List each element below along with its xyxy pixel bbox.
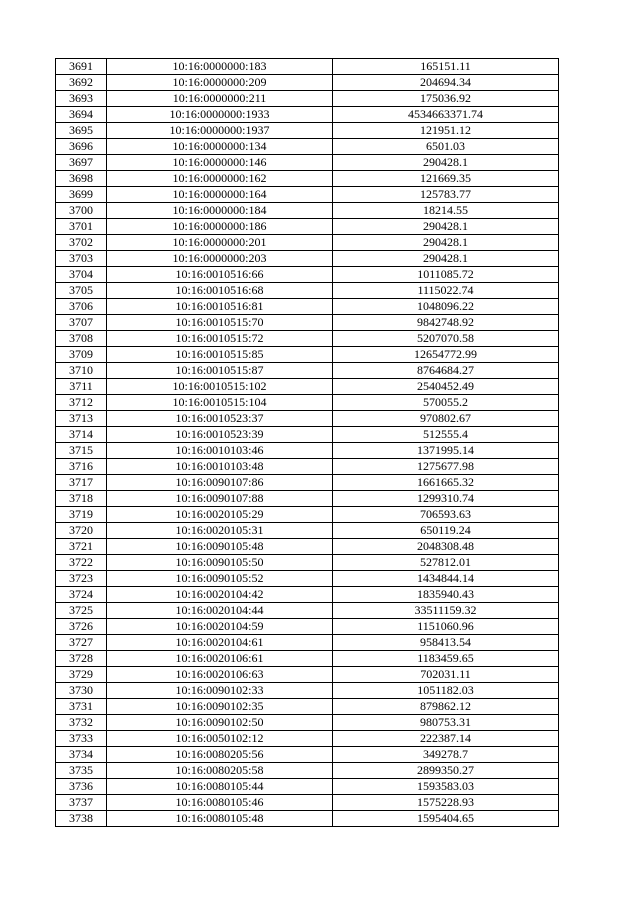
row-number-cell: 3705 <box>56 283 107 299</box>
cadastral-number-cell: 10:16:0090102:50 <box>107 715 333 731</box>
value-cell: 570055.2 <box>333 395 559 411</box>
row-number-cell: 3738 <box>56 811 107 827</box>
value-cell: 958413.54 <box>333 635 559 651</box>
table-row <box>56 411 559 427</box>
table-row <box>56 619 559 635</box>
value-cell: 290428.1 <box>333 235 559 251</box>
table-row <box>56 155 559 171</box>
value-cell: 527812.01 <box>333 555 559 571</box>
table-row <box>56 571 559 587</box>
row-number-cell: 3695 <box>56 123 107 139</box>
table-row <box>56 171 559 187</box>
table-row <box>56 811 559 827</box>
row-number-cell: 3704 <box>56 267 107 283</box>
value-cell: 175036.92 <box>333 91 559 107</box>
value-cell: 165151.11 <box>333 59 559 75</box>
row-number-cell: 3722 <box>56 555 107 571</box>
cadastral-number-cell: 10:16:0090102:33 <box>107 683 333 699</box>
table-row <box>56 491 559 507</box>
row-number-cell: 3715 <box>56 443 107 459</box>
value-cell: 1835940.43 <box>333 587 559 603</box>
cadastral-number-cell: 10:16:0090105:48 <box>107 539 333 555</box>
table-row <box>56 747 559 763</box>
value-cell: 1371995.14 <box>333 443 559 459</box>
value-cell: 204694.34 <box>333 75 559 91</box>
value-cell: 6501.03 <box>333 139 559 155</box>
cadastral-number-cell: 10:16:0010516:66 <box>107 267 333 283</box>
row-number-cell: 3729 <box>56 667 107 683</box>
table-row <box>56 331 559 347</box>
value-cell: 970802.67 <box>333 411 559 427</box>
table-row <box>56 315 559 331</box>
table-row <box>56 523 559 539</box>
value-cell: 2048308.48 <box>333 539 559 555</box>
value-cell: 1151060.96 <box>333 619 559 635</box>
row-number-cell: 3730 <box>56 683 107 699</box>
cadastral-number-cell: 10:16:0090107:86 <box>107 475 333 491</box>
row-number-cell: 3731 <box>56 699 107 715</box>
row-number-cell: 3710 <box>56 363 107 379</box>
value-cell: 1275677.98 <box>333 459 559 475</box>
row-number-cell: 3691 <box>56 59 107 75</box>
row-number-cell: 3709 <box>56 347 107 363</box>
table-row <box>56 203 559 219</box>
value-cell: 1299310.74 <box>333 491 559 507</box>
cadastral-number-cell: 10:16:0020106:61 <box>107 651 333 667</box>
table-row <box>56 299 559 315</box>
cadastral-number-cell: 10:16:0010516:68 <box>107 283 333 299</box>
cadastral-number-cell: 10:16:0000000:164 <box>107 187 333 203</box>
value-cell: 1051182.03 <box>333 683 559 699</box>
value-cell: 121669.35 <box>333 171 559 187</box>
table-row <box>56 475 559 491</box>
value-cell: 1048096.22 <box>333 299 559 315</box>
row-number-cell: 3726 <box>56 619 107 635</box>
row-number-cell: 3699 <box>56 187 107 203</box>
value-cell: 5207070.58 <box>333 331 559 347</box>
row-number-cell: 3700 <box>56 203 107 219</box>
row-number-cell: 3734 <box>56 747 107 763</box>
value-cell: 1593583.03 <box>333 779 559 795</box>
value-cell: 8764684.27 <box>333 363 559 379</box>
row-number-cell: 3717 <box>56 475 107 491</box>
value-cell: 33511159.32 <box>333 603 559 619</box>
table-row <box>56 75 559 91</box>
cadastral-number-cell: 10:16:0010516:81 <box>107 299 333 315</box>
row-number-cell: 3711 <box>56 379 107 395</box>
table-row <box>56 699 559 715</box>
row-number-cell: 3713 <box>56 411 107 427</box>
row-number-cell: 3719 <box>56 507 107 523</box>
table-row <box>56 347 559 363</box>
table-row <box>56 59 559 75</box>
cadastral-number-cell: 10:16:0080105:46 <box>107 795 333 811</box>
cadastral-number-cell: 10:16:0000000:162 <box>107 171 333 187</box>
cadastral-number-cell: 10:16:0000000:183 <box>107 59 333 75</box>
row-number-cell: 3697 <box>56 155 107 171</box>
value-cell: 1595404.65 <box>333 811 559 827</box>
cadastral-number-cell: 10:16:0000000:209 <box>107 75 333 91</box>
row-number-cell: 3703 <box>56 251 107 267</box>
row-number-cell: 3696 <box>56 139 107 155</box>
table-row <box>56 427 559 443</box>
cadastral-number-cell: 10:16:0010103:48 <box>107 459 333 475</box>
table-row <box>56 379 559 395</box>
table-row <box>56 91 559 107</box>
row-number-cell: 3698 <box>56 171 107 187</box>
value-cell: 2540452.49 <box>333 379 559 395</box>
value-cell: 1575228.93 <box>333 795 559 811</box>
value-cell: 12654772.99 <box>333 347 559 363</box>
table-row <box>56 667 559 683</box>
row-number-cell: 3724 <box>56 587 107 603</box>
table-row <box>56 587 559 603</box>
cadastral-number-cell: 10:16:0010515:87 <box>107 363 333 379</box>
cadastral-number-cell: 10:16:0000000:1937 <box>107 123 333 139</box>
value-cell: 512555.4 <box>333 427 559 443</box>
table-row <box>56 363 559 379</box>
cadastral-number-cell: 10:16:0000000:146 <box>107 155 333 171</box>
row-number-cell: 3693 <box>56 91 107 107</box>
table-row <box>56 107 559 123</box>
row-number-cell: 3708 <box>56 331 107 347</box>
cadastral-number-cell: 10:16:0010523:39 <box>107 427 333 443</box>
table-row <box>56 219 559 235</box>
cadastral-number-cell: 10:16:0080105:44 <box>107 779 333 795</box>
value-cell: 2899350.27 <box>333 763 559 779</box>
row-number-cell: 3694 <box>56 107 107 123</box>
cadastral-number-cell: 10:16:0000000:1933 <box>107 107 333 123</box>
row-number-cell: 3702 <box>56 235 107 251</box>
cadastral-number-cell: 10:16:0020104:59 <box>107 619 333 635</box>
cadastral-number-cell: 10:16:0020105:31 <box>107 523 333 539</box>
row-number-cell: 3721 <box>56 539 107 555</box>
value-cell: 706593.63 <box>333 507 559 523</box>
value-cell: 1434844.14 <box>333 571 559 587</box>
value-cell: 1115022.74 <box>333 283 559 299</box>
table-row <box>56 443 559 459</box>
value-cell: 349278.7 <box>333 747 559 763</box>
cadastral-number-cell: 10:16:0010515:72 <box>107 331 333 347</box>
row-number-cell: 3725 <box>56 603 107 619</box>
value-cell: 222387.14 <box>333 731 559 747</box>
table-row <box>56 539 559 555</box>
cadastral-number-cell: 10:16:0000000:134 <box>107 139 333 155</box>
value-cell: 1661665.32 <box>333 475 559 491</box>
cadastral-number-cell: 10:16:0050102:12 <box>107 731 333 747</box>
table-row <box>56 651 559 667</box>
table-row <box>56 731 559 747</box>
value-cell: 18214.55 <box>333 203 559 219</box>
cadastral-number-cell: 10:16:0090105:50 <box>107 555 333 571</box>
cadastral-number-cell: 10:16:0080105:48 <box>107 811 333 827</box>
row-number-cell: 3737 <box>56 795 107 811</box>
table-row <box>56 235 559 251</box>
cadastral-number-cell: 10:16:0010515:102 <box>107 379 333 395</box>
row-number-cell: 3706 <box>56 299 107 315</box>
table-body <box>56 59 559 827</box>
row-number-cell: 3720 <box>56 523 107 539</box>
cadastral-number-cell: 10:16:0020104:61 <box>107 635 333 651</box>
cadastral-number-cell: 10:16:0010515:70 <box>107 315 333 331</box>
table-row <box>56 683 559 699</box>
table-row <box>56 779 559 795</box>
cadastral-number-cell: 10:16:0000000:201 <box>107 235 333 251</box>
value-cell: 9842748.92 <box>333 315 559 331</box>
value-cell: 650119.24 <box>333 523 559 539</box>
cadastral-number-cell: 10:16:0000000:186 <box>107 219 333 235</box>
table-row <box>56 139 559 155</box>
cadastral-number-cell: 10:16:0000000:203 <box>107 251 333 267</box>
row-number-cell: 3735 <box>56 763 107 779</box>
row-number-cell: 3716 <box>56 459 107 475</box>
table-row <box>56 555 559 571</box>
row-number-cell: 3736 <box>56 779 107 795</box>
table-row <box>56 603 559 619</box>
row-number-cell: 3701 <box>56 219 107 235</box>
row-number-cell: 3714 <box>56 427 107 443</box>
cadastral-number-cell: 10:16:0020104:42 <box>107 587 333 603</box>
cadastral-number-cell: 10:16:0010103:46 <box>107 443 333 459</box>
cadastral-number-cell: 10:16:0000000:184 <box>107 203 333 219</box>
row-number-cell: 3692 <box>56 75 107 91</box>
table-row <box>56 267 559 283</box>
table-row <box>56 635 559 651</box>
value-cell: 290428.1 <box>333 251 559 267</box>
table-row <box>56 459 559 475</box>
row-number-cell: 3728 <box>56 651 107 667</box>
value-cell: 702031.11 <box>333 667 559 683</box>
table-row <box>56 251 559 267</box>
table-row <box>56 795 559 811</box>
table-row <box>56 507 559 523</box>
value-cell: 4534663371.74 <box>333 107 559 123</box>
cadastral-number-cell: 10:16:0080205:58 <box>107 763 333 779</box>
row-number-cell: 3733 <box>56 731 107 747</box>
value-cell: 290428.1 <box>333 155 559 171</box>
cadastral-number-cell: 10:16:0090102:35 <box>107 699 333 715</box>
value-cell: 290428.1 <box>333 219 559 235</box>
value-cell: 1011085.72 <box>333 267 559 283</box>
cadastral-number-cell: 10:16:0090105:52 <box>107 571 333 587</box>
table-row <box>56 763 559 779</box>
row-number-cell: 3732 <box>56 715 107 731</box>
row-number-cell: 3712 <box>56 395 107 411</box>
cadastral-number-cell: 10:16:0020106:63 <box>107 667 333 683</box>
data-table <box>55 58 559 827</box>
table-row <box>56 715 559 731</box>
cadastral-number-cell: 10:16:0020105:29 <box>107 507 333 523</box>
cadastral-number-cell: 10:16:0000000:211 <box>107 91 333 107</box>
table-row <box>56 283 559 299</box>
cadastral-number-cell: 10:16:0010515:104 <box>107 395 333 411</box>
table-row <box>56 187 559 203</box>
value-cell: 980753.31 <box>333 715 559 731</box>
table-row <box>56 123 559 139</box>
cadastral-number-cell: 10:16:0010523:37 <box>107 411 333 427</box>
cadastral-number-cell: 10:16:0020104:44 <box>107 603 333 619</box>
row-number-cell: 3727 <box>56 635 107 651</box>
cadastral-number-cell: 10:16:0010515:85 <box>107 347 333 363</box>
value-cell: 125783.77 <box>333 187 559 203</box>
value-cell: 1183459.65 <box>333 651 559 667</box>
value-cell: 121951.12 <box>333 123 559 139</box>
cadastral-number-cell: 10:16:0090107:88 <box>107 491 333 507</box>
value-cell: 879862.12 <box>333 699 559 715</box>
row-number-cell: 3718 <box>56 491 107 507</box>
row-number-cell: 3723 <box>56 571 107 587</box>
cadastral-number-cell: 10:16:0080205:56 <box>107 747 333 763</box>
row-number-cell: 3707 <box>56 315 107 331</box>
table-row <box>56 395 559 411</box>
